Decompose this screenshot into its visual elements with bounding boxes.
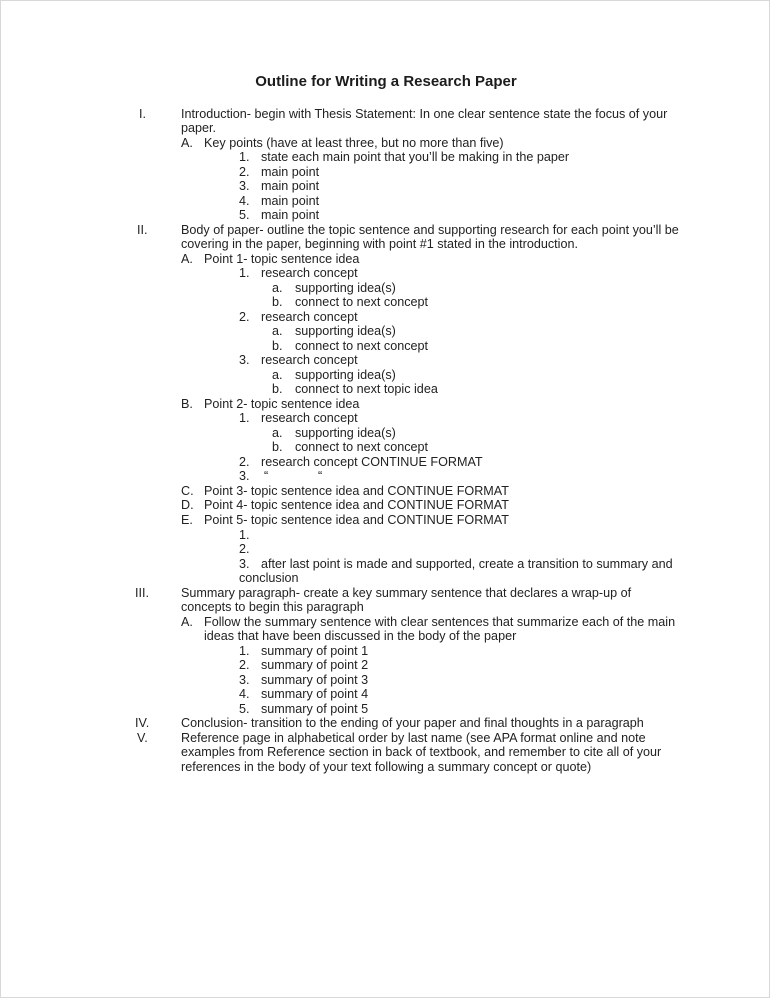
section-i-line-1: Introduction- begin with Thesis Statement: In one clear sentence state the focus of your <box>181 107 668 121</box>
list-item-marker: 2. <box>239 165 250 179</box>
section-numeral-i: I. <box>139 107 146 121</box>
section-v-line-2: examples from Reference section in back of textbook, and remember to cite all of your <box>181 745 662 759</box>
section-ii-d-marker: D. <box>181 498 194 512</box>
list-item-marker: 3. <box>239 557 250 571</box>
sub-item-marker: a. <box>272 324 283 338</box>
sub-item: connect to next topic idea <box>295 382 438 396</box>
section-i-a-marker: A. <box>181 136 193 150</box>
list-item: summary of point 2 <box>261 658 369 672</box>
list-item-marker: 4. <box>239 687 250 701</box>
sub-item: supporting idea(s) <box>295 324 396 338</box>
section-ii-b-marker: B. <box>181 397 193 411</box>
sub-item-marker: b. <box>272 295 283 309</box>
list-item-marker: 2. <box>239 310 250 324</box>
section-ii-e-marker: E. <box>181 513 193 527</box>
list-item: main point <box>261 194 320 208</box>
list-item-marker: 1. <box>239 528 250 542</box>
section-ii-line-1: Body of paper- outline the topic sentence and supporting research for each point you’ll be <box>181 223 679 237</box>
section-ii-e-text: Point 5- topic sentence idea and CONTINUE FORMAT <box>204 513 509 527</box>
list-item-marker: 3. <box>239 353 250 367</box>
list-item: after last point is made and supported, create a transition to summary and <box>261 557 673 571</box>
sub-item: connect to next concept <box>295 339 429 353</box>
list-item-marker: 1. <box>239 644 250 658</box>
section-iii-line-1: Summary paragraph- create a key summary sentence that declares a wrap-up of <box>181 586 632 600</box>
section-numeral-iii: III. <box>135 586 149 600</box>
list-item: summary of point 1 <box>261 644 369 658</box>
section-i-line-2: paper. <box>181 121 217 135</box>
section-iii-a-marker: A. <box>181 615 193 629</box>
sub-item-marker: b. <box>272 339 283 353</box>
section-i-a-text: Key points (have at least three, but no more than five) <box>204 136 504 150</box>
ditto-mark: “ <box>264 469 269 483</box>
ditto-mark: “ <box>318 469 323 483</box>
list-item-marker: 5. <box>239 702 250 716</box>
section-ii-a-marker: A. <box>181 252 193 266</box>
section-numeral-iv: IV. <box>135 716 150 730</box>
list-item: state each main point that you’ll be making in the paper <box>261 150 570 164</box>
list-item-marker: 1. <box>239 150 250 164</box>
section-ii-d-text: Point 4- topic sentence idea and CONTINUE FORMAT <box>204 498 509 512</box>
section-iii-line-2: concepts to begin this paragraph <box>181 600 364 614</box>
list-item: summary of point 5 <box>261 702 369 716</box>
section-v-line-3: references in the body of your text following a summary concept or quote) <box>181 760 592 774</box>
section-iii-a-line-1: Follow the summary sentence with clear sentences that summarize each of the main <box>204 615 676 629</box>
list-item: main point <box>261 165 320 179</box>
section-iii-a-line-2: ideas that have been discussed in the body of the paper <box>204 629 517 643</box>
list-item-marker: 3. <box>239 469 250 483</box>
list-item: summary of point 3 <box>261 673 369 687</box>
section-ii-a-text: Point 1- topic sentence idea <box>204 252 360 266</box>
list-item-marker: 5. <box>239 208 250 222</box>
list-item: research concept <box>261 266 358 280</box>
list-item-marker: 1. <box>239 266 250 280</box>
list-item-marker: 4. <box>239 194 250 208</box>
list-item: research concept <box>261 310 358 324</box>
list-item-continuation: conclusion <box>239 571 299 585</box>
sub-item-marker: b. <box>272 382 283 396</box>
list-item: research concept CONTINUE FORMAT <box>261 455 483 469</box>
page-title: Outline for Writing a Research Paper <box>255 73 517 90</box>
section-numeral-v: V. <box>137 731 148 745</box>
list-item-marker: 2. <box>239 455 250 469</box>
sub-item: supporting idea(s) <box>295 368 396 382</box>
section-v-line-1: Reference page in alphabetical order by last name (see APA format online and note <box>181 731 646 745</box>
sub-item: connect to next concept <box>295 295 429 309</box>
sub-item-marker: a. <box>272 281 283 295</box>
sub-item: supporting idea(s) <box>295 281 396 295</box>
section-ii-b-text: Point 2- topic sentence idea <box>204 397 360 411</box>
list-item-marker: 3. <box>239 673 250 687</box>
sub-item-marker: a. <box>272 426 283 440</box>
list-item: research concept <box>261 353 358 367</box>
list-item: main point <box>261 179 320 193</box>
sub-item: connect to next concept <box>295 440 429 454</box>
list-item-marker: 2. <box>239 658 250 672</box>
list-item-marker: 2. <box>239 542 250 556</box>
section-iv-line-1: Conclusion- transition to the ending of your paper and final thoughts in a paragraph <box>181 716 644 730</box>
sub-item-marker: a. <box>272 368 283 382</box>
sub-item: supporting idea(s) <box>295 426 396 440</box>
list-item: main point <box>261 208 320 222</box>
section-numeral-ii: II. <box>137 223 148 237</box>
list-item: summary of point 4 <box>261 687 369 701</box>
section-ii-c-marker: C. <box>181 484 194 498</box>
list-item-marker: 3. <box>239 179 250 193</box>
section-ii-c-text: Point 3- topic sentence idea and CONTINUE FORMAT <box>204 484 509 498</box>
section-ii-line-2: covering in the paper, beginning with point #1 stated in the introduction. <box>181 237 578 251</box>
list-item: research concept <box>261 411 358 425</box>
list-item-marker: 1. <box>239 411 250 425</box>
sub-item-marker: b. <box>272 440 283 454</box>
